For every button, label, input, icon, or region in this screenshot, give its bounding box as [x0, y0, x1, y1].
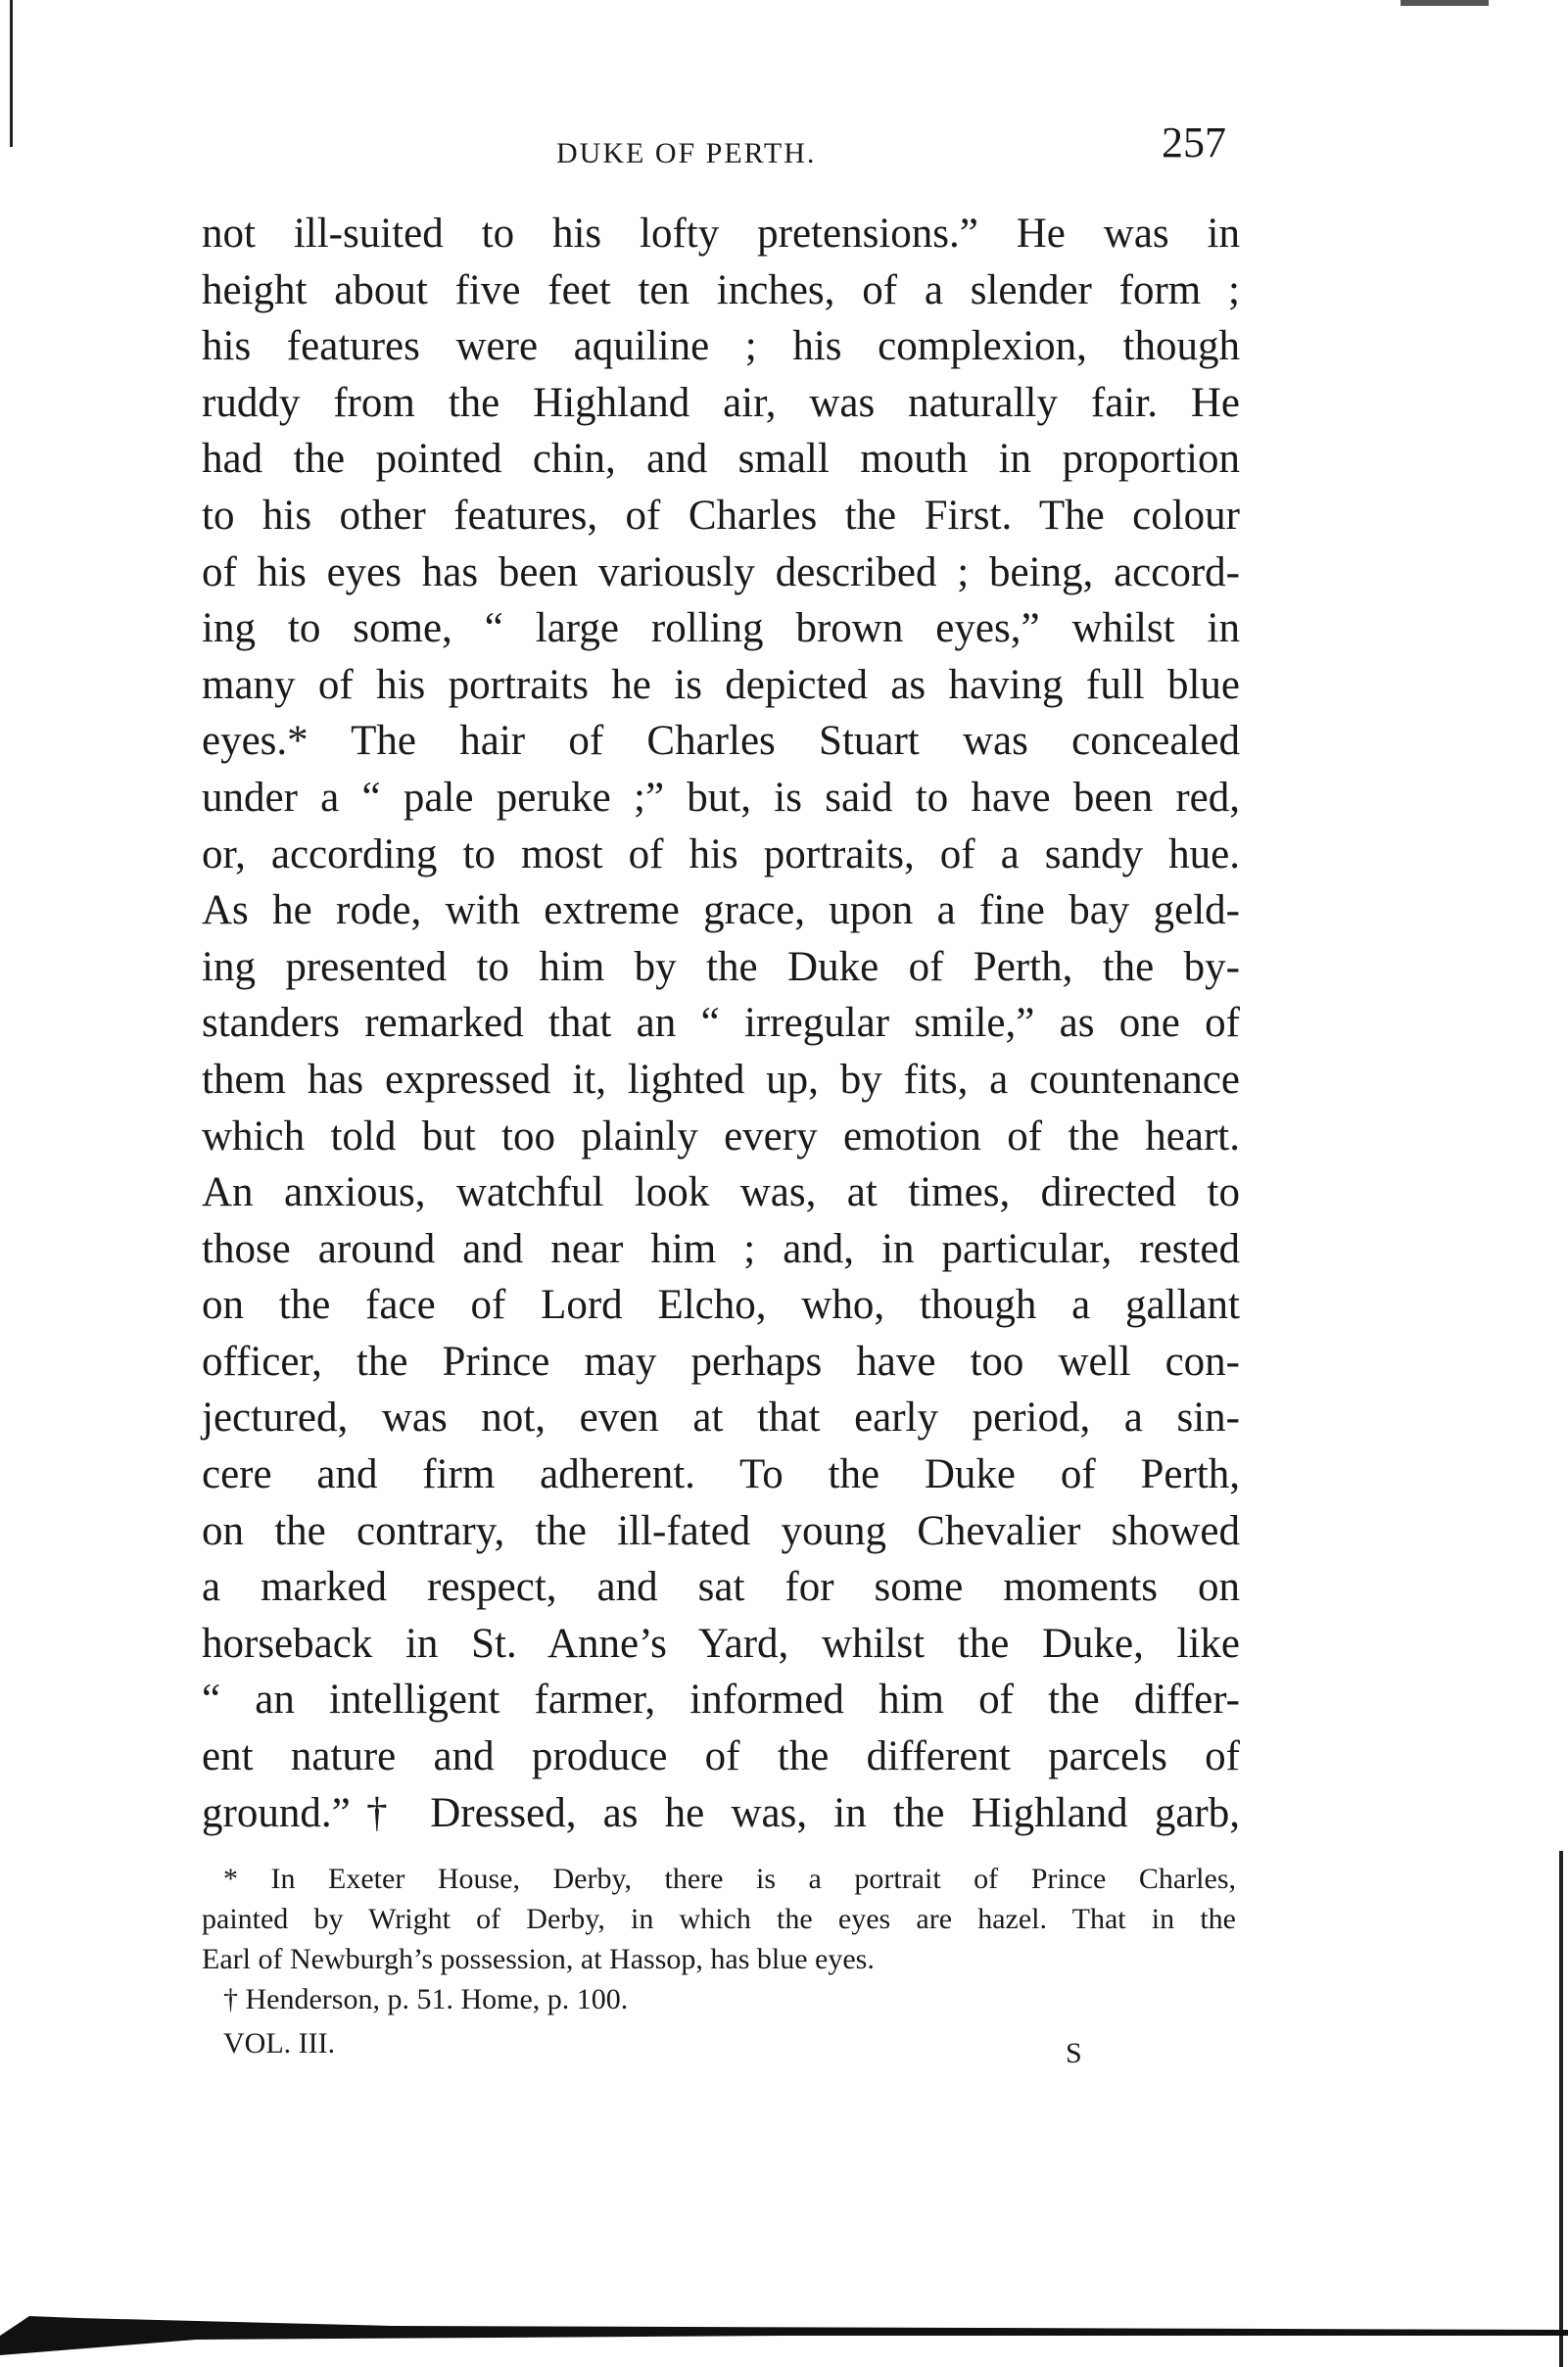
footnotes — [202, 1859, 1236, 2019]
text-line: An anxious, watchful look was, at times, directed to — [202, 1169, 1240, 1216]
text-line: many of his portraits he is depicted as having full blue — [202, 661, 1240, 708]
text-line: officer, the Prince may perhaps have too well con- — [202, 1338, 1240, 1385]
text-line: “ an intelligent farmer, informed him of the differ- — [202, 1677, 1240, 1724]
scan-artifact — [1401, 0, 1489, 6]
footnote-line: painted by Wright of Derby, in which the eyes are hazel. That in the — [202, 1903, 1236, 1935]
footnote-line: Earl of Newburgh’s possession, at Hassop, has blue eyes. — [202, 1943, 875, 1975]
text-line: ent nature and produce of the different parcels of — [202, 1733, 1240, 1780]
text-line: his features were aquiline ; his complexion, though — [202, 323, 1240, 370]
text-line: ruddy from the Highland air, was naturally fair. He — [202, 379, 1240, 426]
volume-signature: VOL. III. — [223, 2027, 336, 2059]
text-line: them has expressed it, lighted up, by fits, a countenance — [202, 1056, 1240, 1103]
text-line: on the face of Lord Elcho, who, though a gallant — [202, 1282, 1240, 1329]
text-line: of his eyes has been variously described ; being, accord- — [202, 548, 1240, 595]
body-text — [202, 206, 1240, 1841]
footnote-line: * In Exeter House, Derby, there is a portrait of Prince Charles, — [223, 1863, 1236, 1895]
running-title: DUKE OF PERTH. — [556, 137, 817, 169]
text-line: horseback in St. Anne’s Yard, whilst the Duke, like — [202, 1620, 1240, 1667]
footnote-line: † Henderson, p. 51. Home, p. 100. — [223, 1983, 629, 2015]
text-line: not ill-suited to his lofty pretensions.” He was in — [202, 211, 1240, 257]
scan-shadow — [0, 2296, 1568, 2355]
text-line: cere and firm adherent. To the Duke of Perth, — [202, 1451, 1240, 1498]
text-line: jectured, was not, even at that early period, a sin- — [202, 1395, 1240, 1442]
text-line: ing presented to him by the Duke of Perth, the by- — [202, 943, 1240, 990]
text-line: or, according to most of his portraits, of a sandy hue. — [202, 830, 1240, 877]
page-number: 257 — [1162, 118, 1226, 166]
text-line: ground.”† Dressed, as he was, in the Highland garb, — [202, 1789, 1240, 1836]
scan-edge-mark — [1559, 1851, 1563, 2367]
text-line: a marked respect, and sat for some moments on — [202, 1564, 1240, 1611]
text-line: on the contrary, the ill-fated young Chevalier showed — [202, 1507, 1240, 1554]
text-line: those around and near him ; and, in particular, rested — [202, 1225, 1240, 1272]
page-header — [0, 118, 1568, 174]
text-line: height about five feet ten inches, of a slender form ; — [202, 266, 1240, 313]
text-line: had the pointed chin, and small mouth in proportion — [202, 436, 1240, 483]
text-line: standers remarked that an “ irregular smile,” as one of — [202, 1000, 1240, 1047]
text-line: eyes.* The hair of Charles Stuart was concealed — [202, 718, 1240, 765]
text-line: As he rode, with extreme grace, upon a fine bay geld- — [202, 887, 1240, 934]
text-line: to his other features, of Charles the First. The colour — [202, 492, 1240, 539]
text-line: ing to some, “ large rolling brown eyes,” whilst in — [202, 605, 1240, 652]
text-line: under a “ pale peruke ;” but, is said to have been red, — [202, 774, 1240, 821]
signature-mark: S — [1066, 2037, 1082, 2069]
text-line: which told but too plainly every emotion of the heart. — [202, 1112, 1240, 1160]
